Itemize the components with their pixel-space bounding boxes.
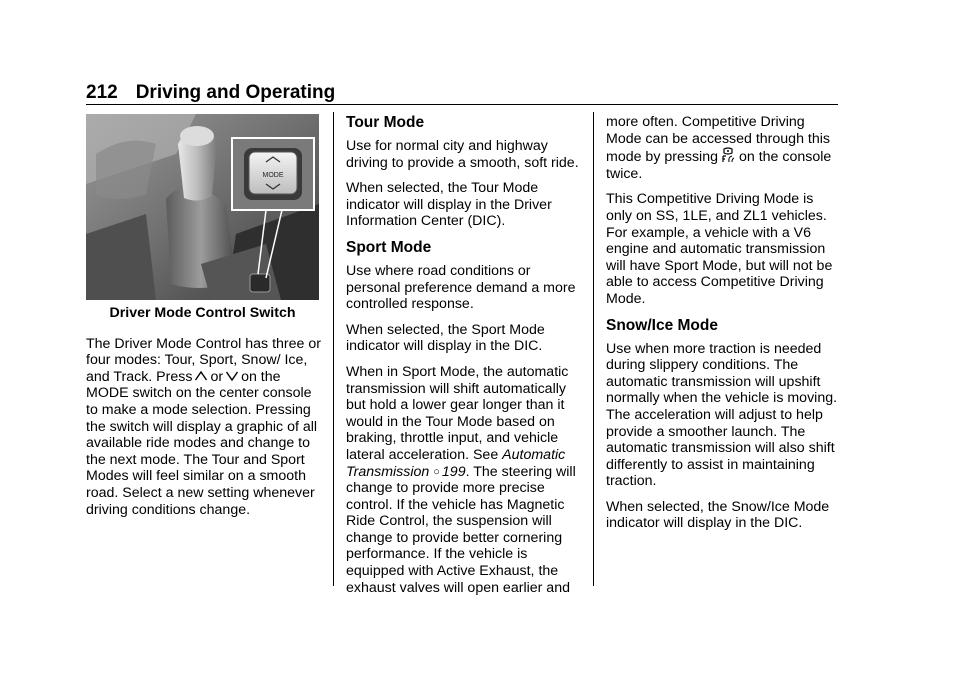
- chevron-down-icon: [225, 369, 239, 383]
- tour-mode-heading: Tour Mode: [346, 114, 425, 131]
- competitive-mode-icon: [720, 147, 736, 164]
- page-reference-arrow-icon: ○: [433, 465, 440, 478]
- column-3: [606, 114, 842, 541]
- paragraph: Use for normal city and highway driving to provide a smooth, soft ride.: [346, 138, 579, 171]
- chevron-up-icon: [194, 369, 208, 383]
- sport-mode-heading: Sport Mode: [346, 238, 432, 256]
- page-reference[interactable]: 199: [441, 463, 466, 480]
- paragraph: [606, 114, 842, 182]
- snow-ice-mode-heading: Snow/Ice Mode: [606, 316, 718, 334]
- page-header: [86, 82, 335, 104]
- paragraph: This Competitive Driving Mode is only on SS, 1LE, and ZL1 vehicles. For example, a vehicle with a V6 engine and automatic transmission will have Sport Mode, but will not be able to access Competitive Driving Mode.: [606, 191, 833, 307]
- text-run: on the MODE switch on the center console to make a mode selection. Pressing the switch will display a graphic of all available ride modes and change to the next mode. The Tour and Sport Modes will feel similar on a smooth road. Select a new setting whenever driving conditions change.: [86, 368, 318, 518]
- header-rule: [86, 104, 838, 105]
- column-divider: [593, 112, 594, 586]
- paragraph: Use when more traction is needed during slippery conditions. The automatic transmission will upshift normally when the vehicle is moving. The acceleration will adjust to help provide a smoother launch. The automatic transmission will also shift differently to assist in maintaining traction.: [606, 340, 838, 490]
- paragraph: Use where road conditions or personal preference demand a more controlled response.: [346, 262, 576, 313]
- text-run: or: [210, 368, 224, 385]
- paragraph: When selected, the Sport Mode indicator will display in the DIC.: [346, 321, 545, 355]
- mode-switch-label: MODE: [262, 172, 284, 179]
- driver-mode-console-photo: [86, 114, 319, 300]
- paragraph: When selected, the Snow/Ice Mode indicator will display in the DIC.: [606, 498, 830, 532]
- automatic-transmission-link[interactable]: Automatic Transmission: [346, 446, 566, 480]
- column-2: [346, 114, 582, 605]
- page-number: 212: [86, 82, 118, 103]
- column-divider: [333, 112, 334, 586]
- paragraph: When selected, the Tour Mode indicator will display in the Driver Information Center (DIC).: [346, 180, 552, 230]
- text-run: When in Sport Mode, the automatic transmission will shift automatically but hold a lower gear longer than it would in the Tour Mode based on braking, throttle input, and vehicle lateral acceleration. See: [346, 363, 569, 463]
- text-run: on the console twice.: [606, 149, 832, 182]
- text-run: The Driver Mode Control has three or four modes: Tour, Sport, Snow/ Ice, and Track. Press: [86, 335, 321, 385]
- paragraph: [346, 364, 582, 596]
- text-run: more often. Competitive Driving Mode can be accessed through this mode by pressing: [606, 114, 830, 166]
- section-title: Driving and Operating: [135, 82, 336, 103]
- figure-caption: Driver Mode Control Switch: [109, 305, 296, 321]
- column-1: [86, 114, 322, 527]
- paragraph: [86, 336, 322, 519]
- text-run: . The steering will change to provide more precise control. If the vehicle has Magnetic Ride Control, the suspension will change to provide better cornering performance. If the vehicle is equipped with Active Exhaust, the exhaust valves will open earlier and: [346, 463, 576, 596]
